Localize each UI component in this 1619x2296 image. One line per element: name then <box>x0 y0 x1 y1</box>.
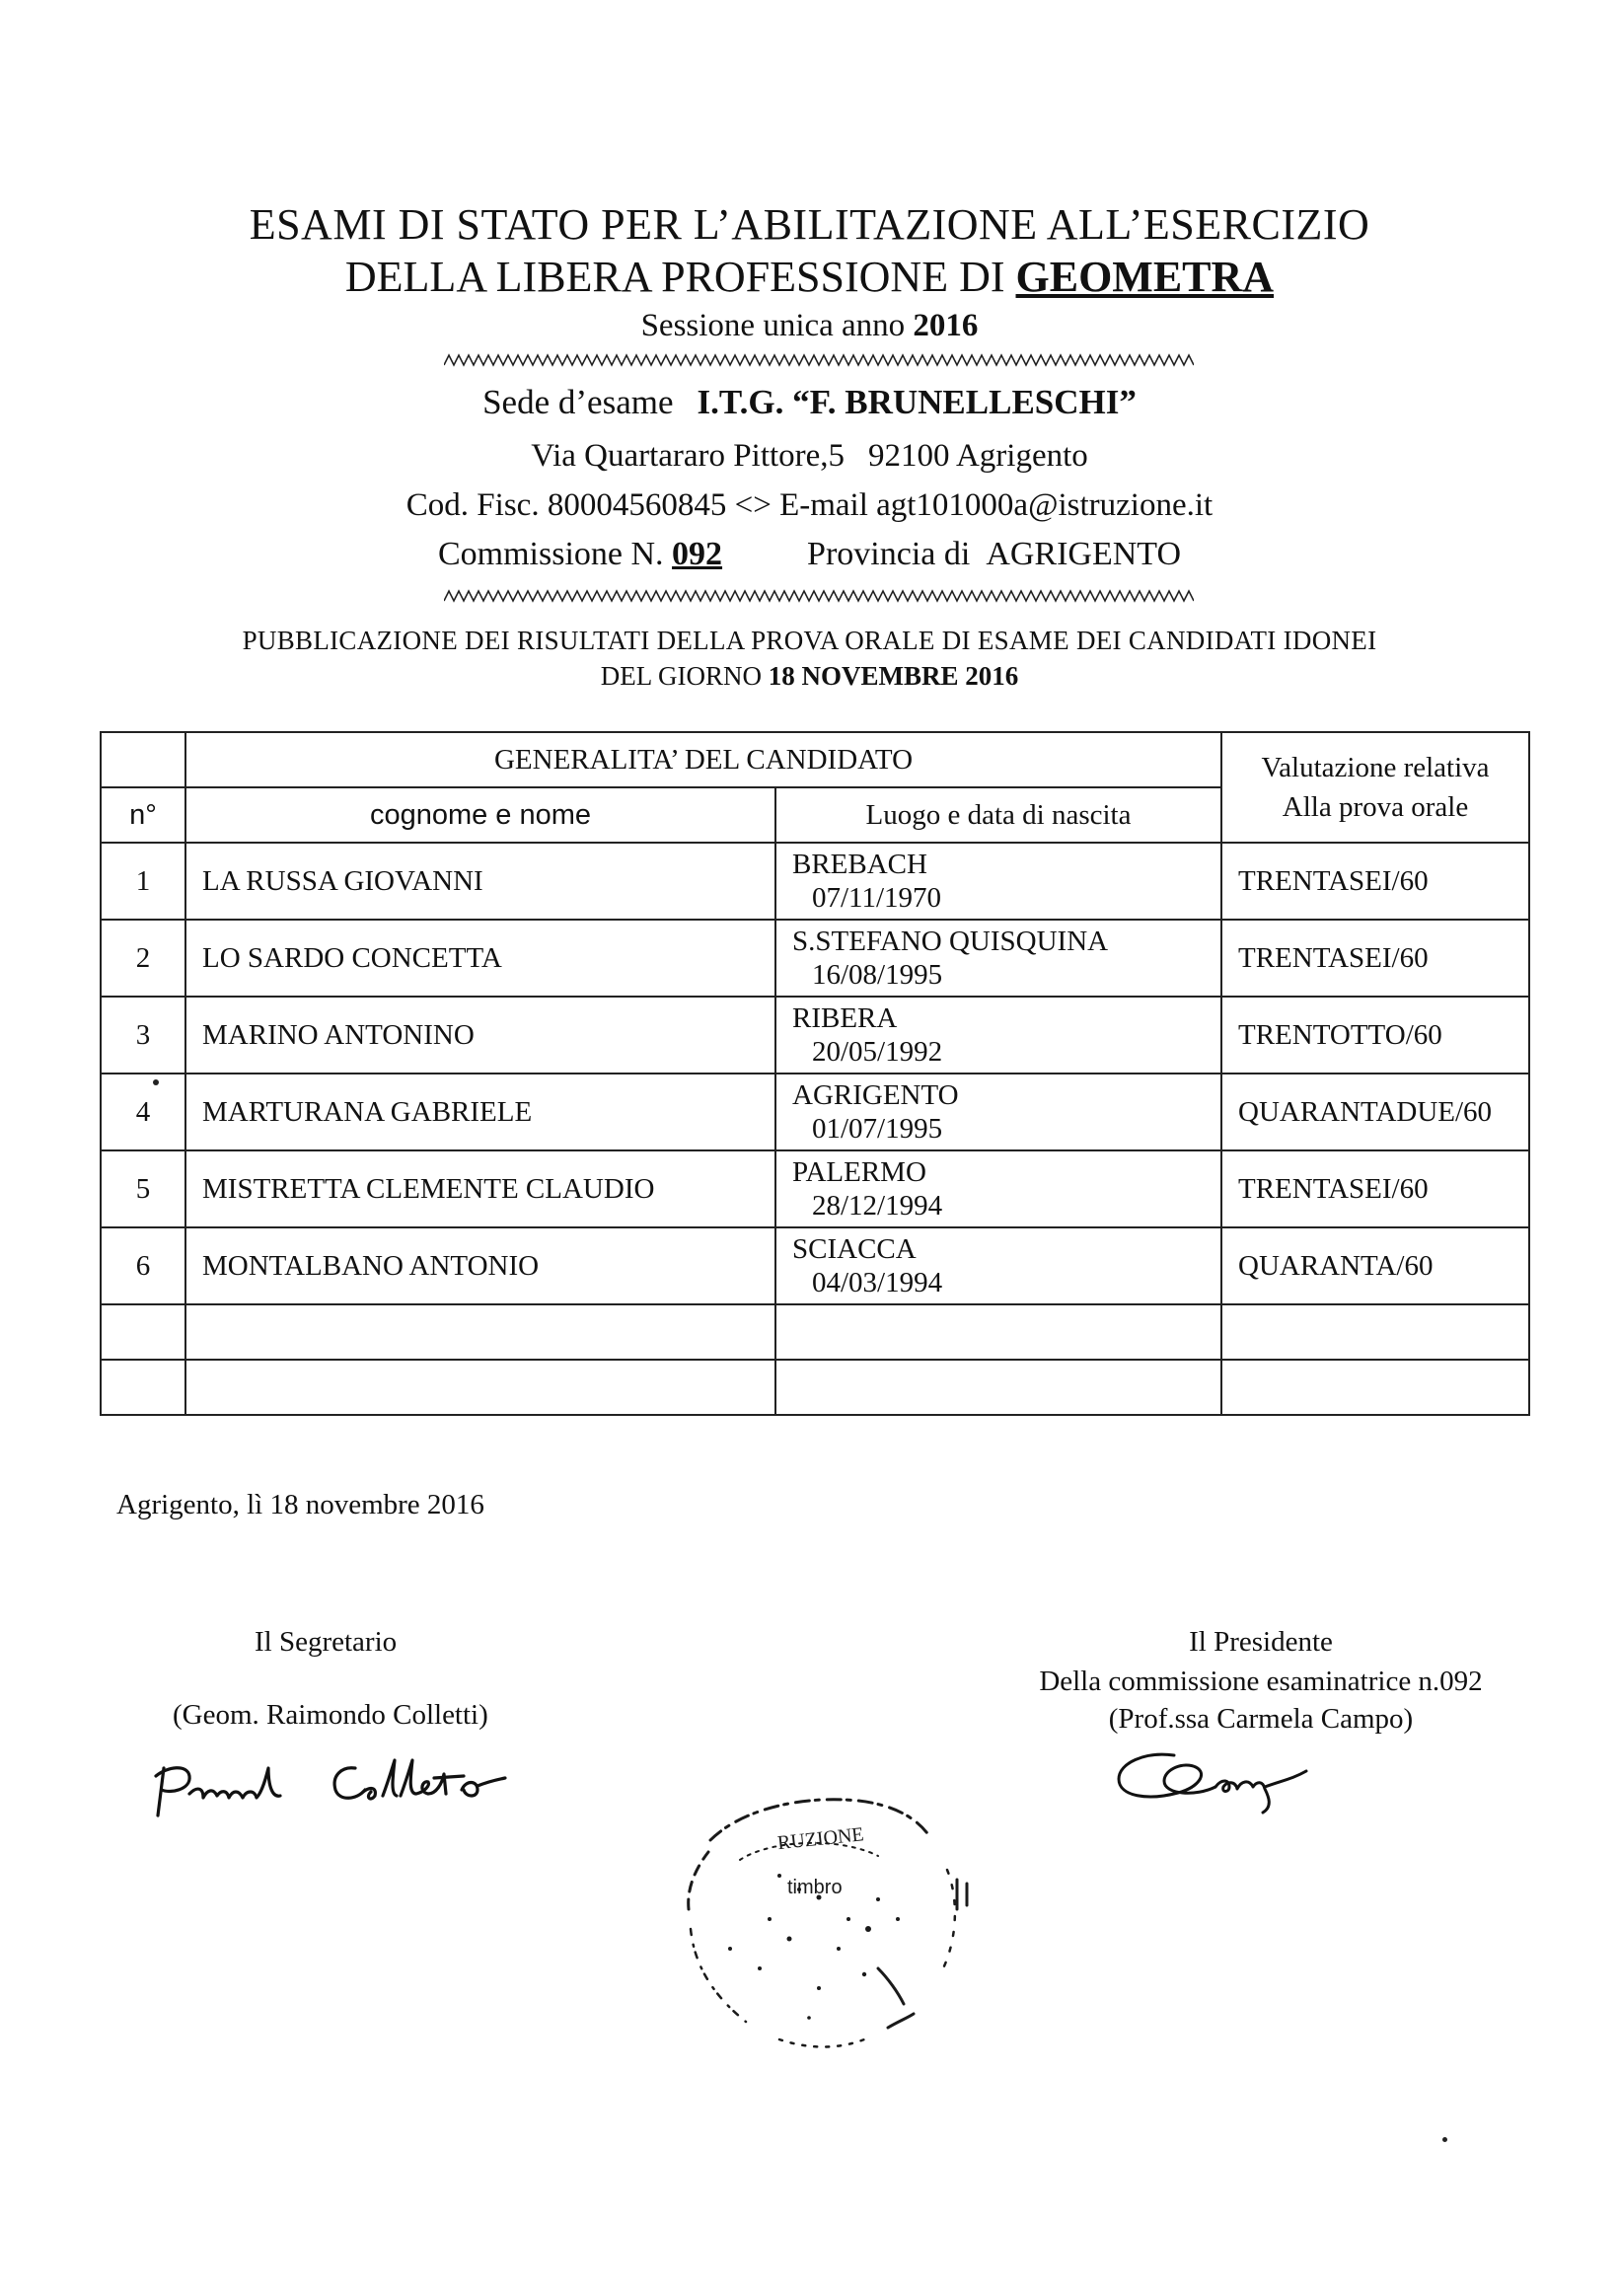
group-header: GENERALITA’ DEL CANDIDATO <box>185 732 1221 787</box>
birth-date: 04/03/1994 <box>812 1267 943 1298</box>
commission-number: 092 <box>672 536 723 572</box>
table-row <box>101 1150 1529 1227</box>
eval-header-line-1: Valutazione relativa <box>1261 752 1490 783</box>
secretary-name: (Geom. Raimondo Colletti) <box>173 1699 488 1731</box>
president-title: Il Presidente <box>1189 1626 1333 1658</box>
publication-date-line <box>0 661 1619 692</box>
session-prefix: Sessione unica anno <box>640 308 914 343</box>
scan-speck <box>1442 2137 1447 2142</box>
zigzag-divider-bottom <box>444 589 1194 603</box>
eval-header <box>1221 732 1529 843</box>
row-number: 4 <box>101 1074 185 1150</box>
evaluation: TRENTASEI/60 <box>1221 920 1529 997</box>
evaluation: TRENTASEI/60 <box>1221 1150 1529 1227</box>
address-line <box>0 438 1619 475</box>
president-name: (Prof.ssa Carmela Campo) <box>1108 1703 1414 1735</box>
place-and-date: Agrigento, lì 18 novembre 2016 <box>116 1489 484 1520</box>
table-header-row-1 <box>101 732 1529 787</box>
official-stamp <box>671 1781 987 2077</box>
publication-title: PUBBLICAZIONE DEI RISULTATI DELLA PROVA ORALE DI ESAME DEI CANDIDATI IDONEI <box>242 626 1377 655</box>
address-street: Via Quartararo Pittore,5 <box>531 438 846 474</box>
stamp-ring-text: RUZIONE <box>776 1823 865 1855</box>
secretary-title: Il Segretario <box>255 1626 398 1658</box>
evaluation: QUARANTA/60 <box>1221 1227 1529 1304</box>
birth-date: 07/11/1970 <box>812 882 942 914</box>
col-name-header: cognome e nome <box>185 787 775 843</box>
contact-line <box>0 487 1619 524</box>
row-number: 5 <box>101 1150 185 1227</box>
birth-date: 16/08/1995 <box>812 959 943 991</box>
birth-info <box>775 1074 1221 1150</box>
candidate-name: MARINO ANTONINO <box>185 997 775 1074</box>
col-birth-header: Luogo e data di nascita <box>775 787 1221 843</box>
title-line-1: ESAMI DI STATO PER L’ABILITAZIONE ALL’ESERCIZIO <box>249 200 1370 249</box>
fiscal-code: Cod. Fisc. 80004560845 <box>405 487 727 523</box>
row-number: 1 <box>101 843 185 920</box>
table-row <box>101 997 1529 1074</box>
evaluation: QUARANTADUE/60 <box>1221 1074 1529 1150</box>
eval-header-line-2: Alla prova orale <box>1282 791 1469 823</box>
publication-date: 18 NOVEMBRE 2016 <box>768 661 1019 691</box>
candidate-name: MONTALBANO ANTONIO <box>185 1227 775 1304</box>
exam-seat-line <box>0 383 1619 422</box>
evaluation: TRENTOTTO/60 <box>1221 997 1529 1074</box>
birth-place: RIBERA <box>792 1002 898 1034</box>
session-line <box>0 308 1619 344</box>
row-number: 2 <box>101 920 185 997</box>
table-row <box>101 1227 1529 1304</box>
candidate-name: MISTRETTA CLEMENTE CLAUDIO <box>185 1150 775 1227</box>
president-subtitle: Della commissione esaminatrice n.092 <box>1039 1666 1483 1697</box>
table-row-empty <box>101 1304 1529 1360</box>
province-label: Provincia di <box>807 536 971 572</box>
commission-line <box>0 536 1619 573</box>
col-num-header: n° <box>101 787 185 843</box>
zigzag-divider-top <box>444 353 1194 367</box>
birth-date: 01/07/1995 <box>812 1113 943 1145</box>
birth-place: SCIACCA <box>792 1233 917 1265</box>
table-row <box>101 1074 1529 1150</box>
profession-title: GEOMETRA <box>1015 253 1275 301</box>
birth-info <box>775 1150 1221 1227</box>
candidate-name: LA RUSSA GIOVANNI <box>185 843 775 920</box>
birth-date: 20/05/1992 <box>812 1036 943 1068</box>
commission-prefix: Commissione N. <box>437 536 673 572</box>
table-row <box>101 843 1529 920</box>
birth-info <box>775 997 1221 1074</box>
birth-place: BREBACH <box>792 849 927 880</box>
stamp-label: timbro <box>787 1877 843 1898</box>
address-city: 92100 Agrigento <box>868 438 1088 474</box>
secretary-signature <box>148 1746 533 1825</box>
row-number: 6 <box>101 1227 185 1304</box>
seat-name: I.T.G. “F. BRUNELLESCHI” <box>697 383 1137 421</box>
publication-prefix: DEL GIORNO <box>600 661 769 691</box>
row-number: 3 <box>101 997 185 1074</box>
birth-place: PALERMO <box>792 1156 926 1188</box>
table-row <box>101 920 1529 997</box>
birth-info <box>775 1227 1221 1304</box>
birth-info <box>775 843 1221 920</box>
results-table <box>100 731 1530 1416</box>
session-year: 2016 <box>913 308 979 343</box>
email: E-mail agt101000a@istruzione.it <box>779 487 1214 523</box>
asterisk-mark <box>153 1079 159 1085</box>
birth-place: AGRIGENTO <box>792 1079 959 1111</box>
title-line-2 <box>0 252 1619 302</box>
president-signature <box>1105 1741 1401 1820</box>
header-empty-cell <box>101 732 185 787</box>
candidate-name: LO SARDO CONCETTA <box>185 920 775 997</box>
evaluation: TRENTASEI/60 <box>1221 843 1529 920</box>
birth-place: S.STEFANO QUISQUINA <box>792 926 1109 957</box>
birth-date: 28/12/1994 <box>812 1190 943 1222</box>
candidate-name: MARTURANA GABRIELE <box>185 1074 775 1150</box>
email-separator: <> <box>734 487 772 523</box>
title-line-2-prefix: DELLA LIBERA PROFESSIONE DI <box>344 253 1016 301</box>
birth-info <box>775 920 1221 997</box>
seat-label: Sede d’esame <box>482 383 674 421</box>
province-name: AGRIGENTO <box>986 536 1182 572</box>
table-row-empty <box>101 1360 1529 1415</box>
